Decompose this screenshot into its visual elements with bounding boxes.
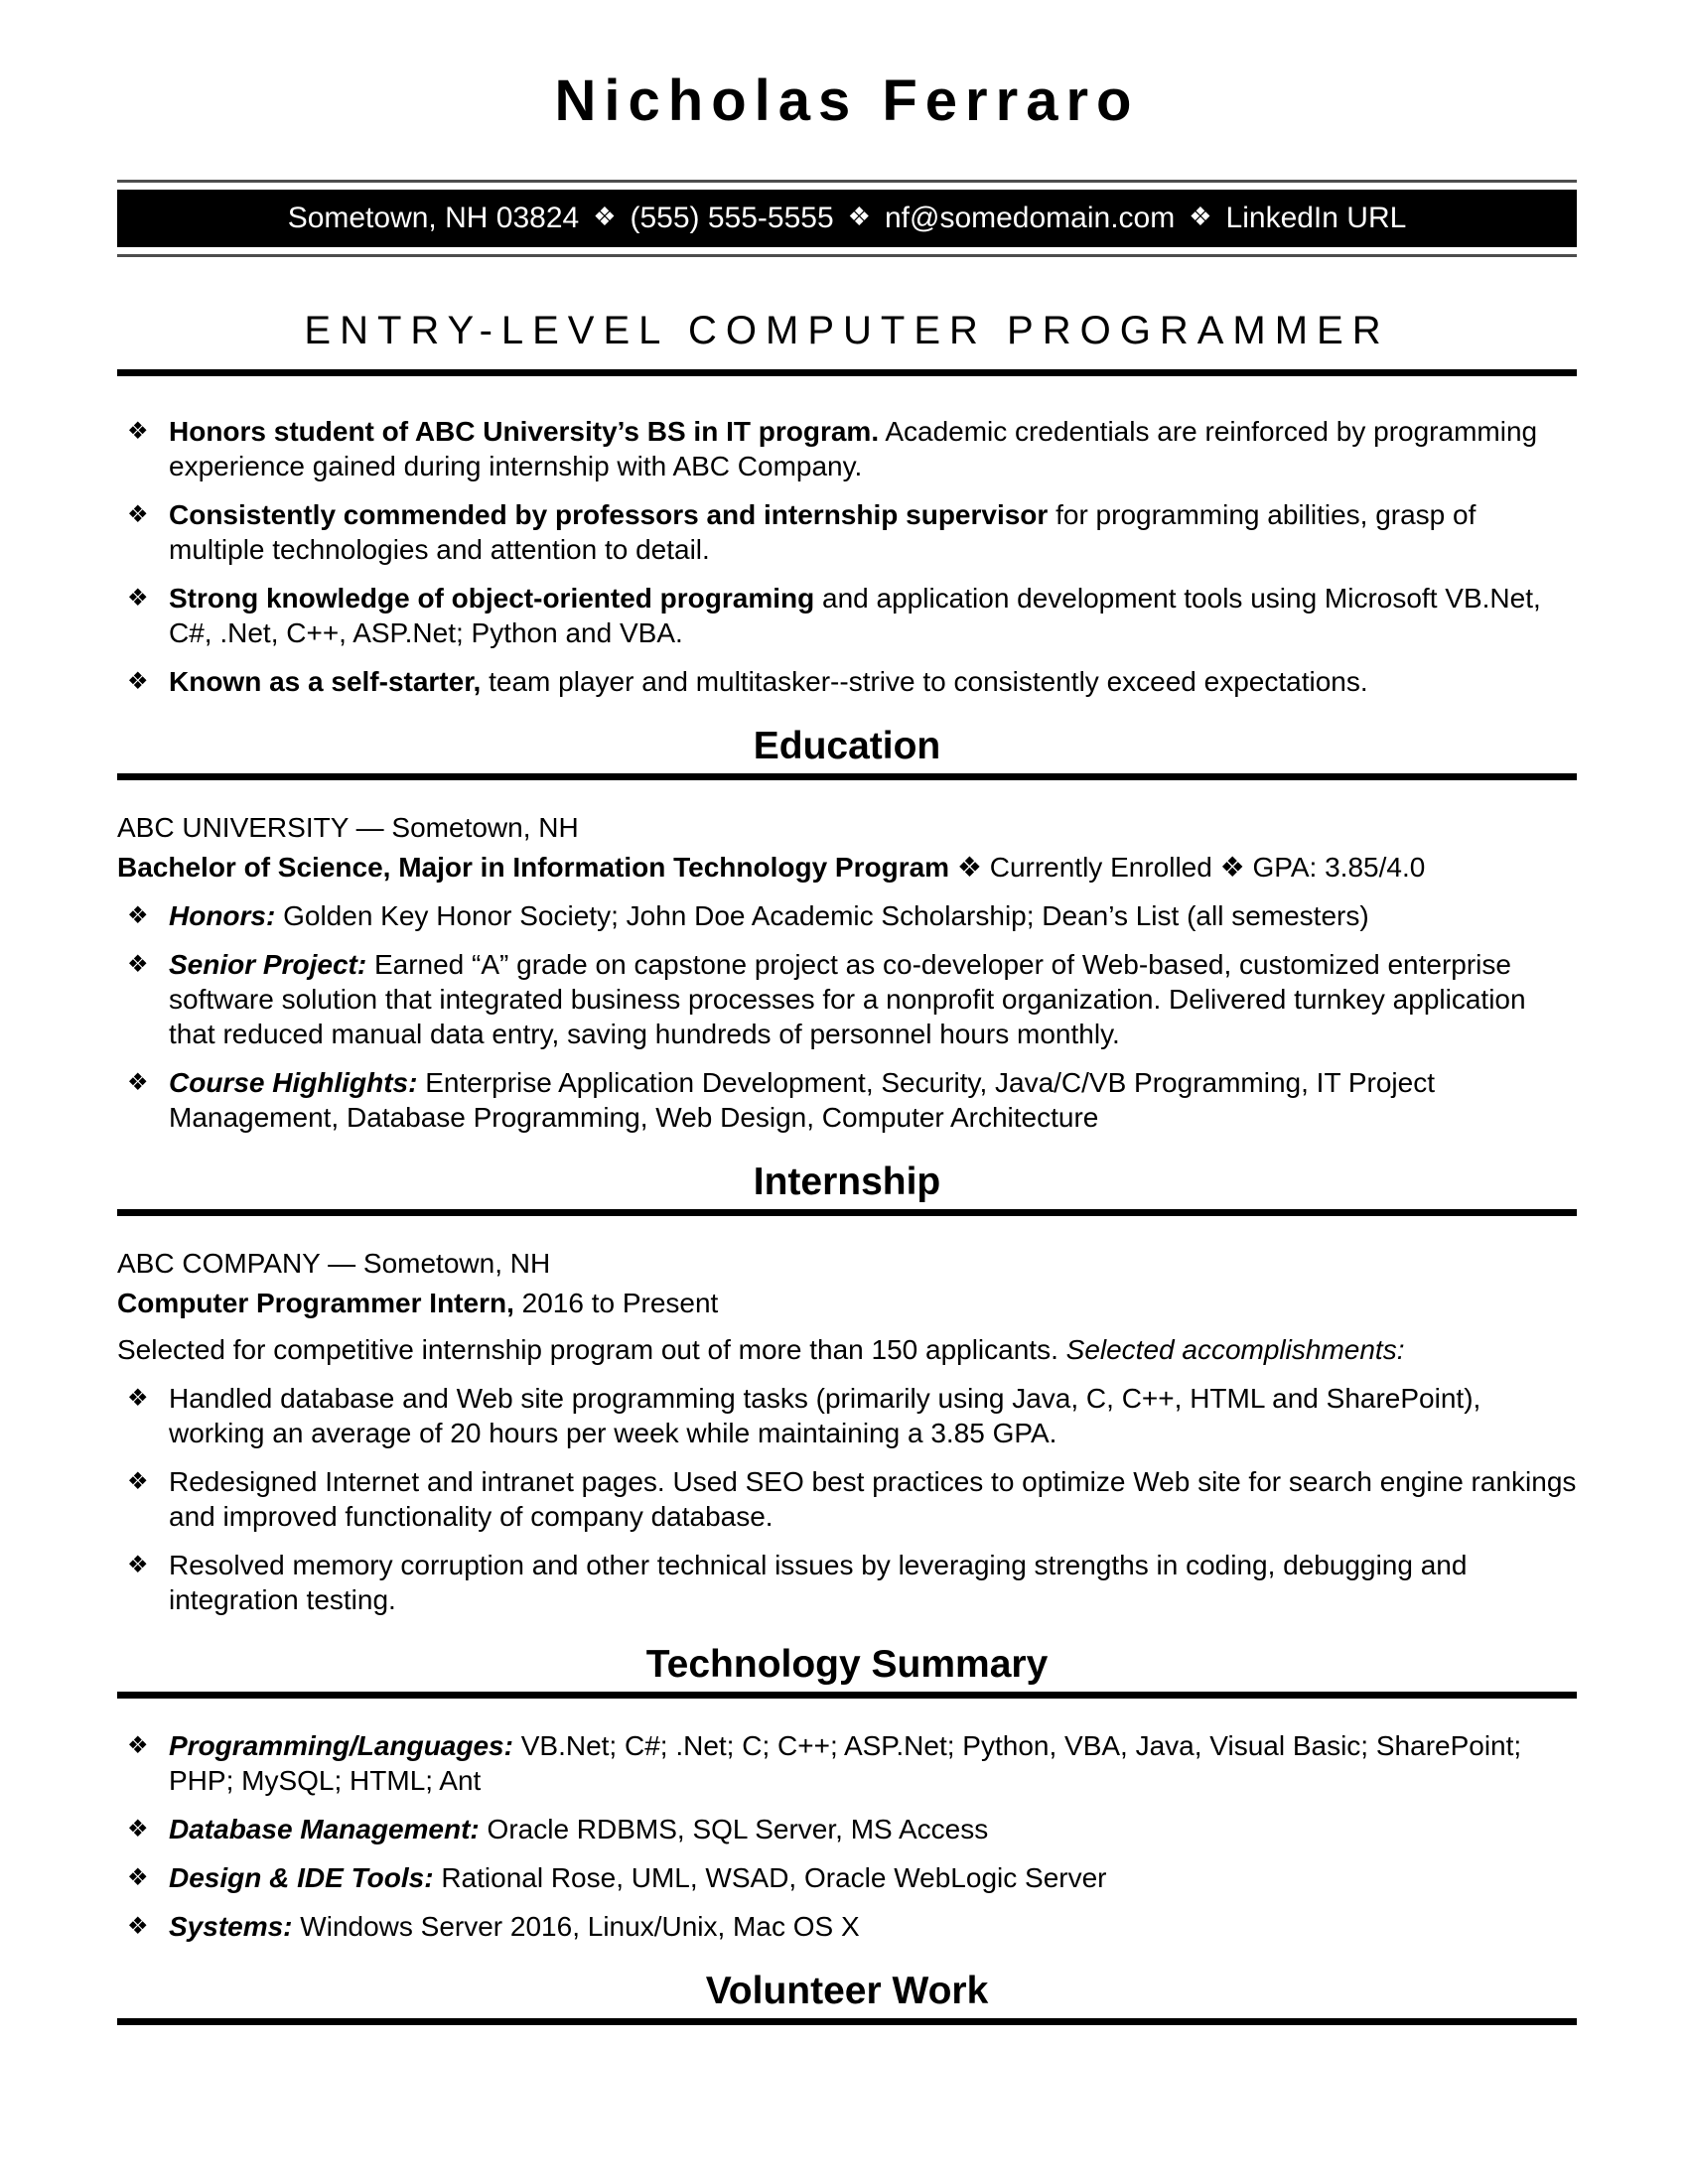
bullet-body: Golden Key Honor Society; John Doe Academic Scholarship; Dean’s List (all semesters)	[275, 899, 1369, 931]
summary-bullet	[117, 581, 1577, 650]
summary-bullet-text	[169, 664, 1577, 699]
education-bullet-text	[169, 1065, 1577, 1135]
bullet-body: Enterprise Application Development, Security, Java/C/VB Programming, IT Project Management, Database Programming, Web Design, Computer Architecture	[169, 1066, 1435, 1133]
bullet-label: Senior Project:	[169, 948, 367, 980]
bullet-lead: Known as a self-starter,	[169, 665, 482, 697]
resume-title: ENTRY-LEVEL COMPUTER PROGRAMMER	[304, 308, 1390, 352]
education-heading: Education	[753, 724, 941, 767]
contact-location: Sometown, NH 03824	[287, 201, 580, 234]
person-name: Nicholas Ferraro	[554, 68, 1140, 133]
internship-divider	[117, 1209, 1577, 1216]
degree-details: ❖ Currently Enrolled ❖ GPA: 3.85/4.0	[949, 851, 1426, 883]
education-bullet	[117, 898, 1577, 933]
bullet-body: team player and multitasker--strive to consistently exceed expectations.	[481, 665, 1368, 697]
diamond-bullet-icon: ❖	[127, 1863, 149, 1891]
technology-bullet	[117, 1860, 1577, 1895]
bullet-label: Programming/Languages:	[169, 1729, 513, 1761]
bullet-lead: Strong knowledge of object-oriented programing	[169, 582, 815, 614]
technology-divider	[117, 1692, 1577, 1699]
summary-bullet-text	[169, 414, 1577, 483]
internship-bullet-text: Handled database and Web site programming tasks (primarily using Java, C, C++, HTML and SharePoint), working an average of 20 hours per week while maintaining a 3.85 GPA.	[169, 1382, 1481, 1448]
diamond-bullet-icon: ❖	[127, 1815, 149, 1843]
education-organization: ABC UNIVERSITY — Sometown, NH	[117, 811, 579, 843]
diamond-bullet-icon: ❖	[127, 500, 149, 528]
bullet-lead: Honors student of ABC University’s BS in IT program.	[169, 415, 880, 447]
education-degree-line	[117, 850, 1577, 885]
contact-phone: (555) 555-5555	[630, 201, 834, 234]
bullet-label: Honors:	[169, 899, 276, 931]
diamond-bullet-icon: ❖	[127, 417, 149, 445]
header-bottom-divider	[117, 254, 1577, 257]
technology-bullets	[117, 1728, 1577, 1944]
internship-bullet-text: Redesigned Internet and intranet pages. Used SEO best practices to optimize Web site for search engine rankings and improved functionality of company database.	[169, 1465, 1577, 1532]
technology-bullet-text	[169, 1860, 1577, 1895]
education-bullet	[117, 1065, 1577, 1135]
bullet-label: Systems:	[169, 1910, 293, 1942]
technology-bullet	[117, 1909, 1577, 1944]
bullet-body: Academic credentials are reinforced by programming experience gained during internship with ABC Company.	[169, 415, 1538, 481]
degree-title: Bachelor of Science, Major in Information Technology Program	[117, 851, 950, 883]
internship-role-line	[117, 1286, 1577, 1320]
contact-email: nf@somedomain.com	[884, 201, 1176, 234]
diamond-bullet-icon: ❖	[127, 1384, 149, 1412]
internship-bullets	[117, 1381, 1577, 1617]
bullet-body: Oracle RDBMS, SQL Server, MS Access	[479, 1813, 989, 1844]
diamond-separator-icon: ❖	[1189, 201, 1212, 231]
diamond-bullet-icon: ❖	[127, 584, 149, 612]
title-divider	[117, 369, 1577, 376]
summary-bullet	[117, 497, 1577, 567]
technology-bullet	[117, 1812, 1577, 1846]
diamond-bullet-icon: ❖	[127, 1467, 149, 1495]
technology-bullet	[117, 1728, 1577, 1798]
role-title: Computer Programmer Intern,	[117, 1287, 514, 1318]
internship-heading: Internship	[753, 1160, 941, 1203]
diamond-bullet-icon: ❖	[127, 1912, 149, 1940]
diamond-bullet-icon: ❖	[127, 1731, 149, 1759]
education-divider	[117, 773, 1577, 780]
bullet-label: Design & IDE Tools:	[169, 1861, 434, 1893]
diamond-separator-icon: ❖	[593, 201, 617, 231]
bullet-label: Database Management:	[169, 1813, 480, 1844]
education-bullets	[117, 898, 1577, 1135]
education-bullet-text	[169, 898, 1577, 933]
bullet-lead: Consistently commended by professors and internship supervisor	[169, 498, 1049, 530]
bullet-body: Earned “A” grade on capstone project as co-developer of Web-based, customized enterprise software solution that integrated business processes for a nonprofit organization. Delivered turnkey application that reduced manual data entry, saving hundreds of personnel hours monthly.	[169, 948, 1526, 1049]
internship-bullet	[117, 1548, 1577, 1617]
summary-bullet	[117, 414, 1577, 483]
bullet-body: and application development tools using Microsoft VB.Net, C#, .Net, C++, ASP.Net; Python and VBA.	[169, 582, 1541, 648]
contact-bar	[117, 190, 1577, 247]
bullet-body: VB.Net; C#; .Net; C; C++; ASP.Net; Python, VBA, Java, Visual Basic; SharePoint; PHP; MySQL; HTML; Ant	[169, 1729, 1522, 1796]
role-dates: 2016 to Present	[513, 1287, 719, 1318]
diamond-bullet-icon: ❖	[127, 950, 149, 978]
bullet-label: Course Highlights:	[169, 1066, 418, 1098]
education-bullet	[117, 947, 1577, 1051]
internship-bullet	[117, 1464, 1577, 1534]
internship-organization: ABC COMPANY — Sometown, NH	[117, 1247, 551, 1279]
bullet-body: for programming abilities, grasp of multiple technologies and attention to detail.	[169, 498, 1477, 565]
contact-linkedin: LinkedIn URL	[1225, 201, 1407, 234]
summary-bullet	[117, 664, 1577, 699]
diamond-bullet-icon: ❖	[127, 1068, 149, 1096]
diamond-separator-icon: ❖	[847, 201, 871, 231]
diamond-bullet-icon: ❖	[127, 1551, 149, 1578]
summary-bullet-text	[169, 581, 1577, 650]
internship-bullet-text: Resolved memory corruption and other technical issues by leveraging strengths in coding, debugging and integration testing.	[169, 1549, 1468, 1615]
bullet-body: Rational Rose, UML, WSAD, Oracle WebLogic Server	[433, 1861, 1107, 1893]
volunteer-heading: Volunteer Work	[705, 1969, 989, 2012]
summary-section	[117, 414, 1577, 699]
diamond-bullet-icon: ❖	[127, 667, 149, 695]
volunteer-divider	[117, 2018, 1577, 2025]
technology-bullet-text	[169, 1812, 1577, 1846]
bullet-body: Windows Server 2016, Linux/Unix, Mac OS X	[292, 1910, 860, 1942]
intro-italic-text: Selected accomplishments:	[1065, 1333, 1405, 1365]
header-top-divider	[117, 180, 1577, 183]
diamond-bullet-icon: ❖	[127, 901, 149, 929]
technology-bullet-text	[169, 1909, 1577, 1944]
technology-heading: Technology Summary	[645, 1642, 1049, 1686]
internship-bullet	[117, 1381, 1577, 1450]
education-bullet-text	[169, 947, 1577, 1051]
internship-intro	[117, 1332, 1577, 1367]
summary-bullet-text	[169, 497, 1577, 567]
intro-text: Selected for competitive internship program out of more than 150 applicants.	[117, 1333, 1066, 1365]
technology-bullet-text	[169, 1728, 1577, 1798]
